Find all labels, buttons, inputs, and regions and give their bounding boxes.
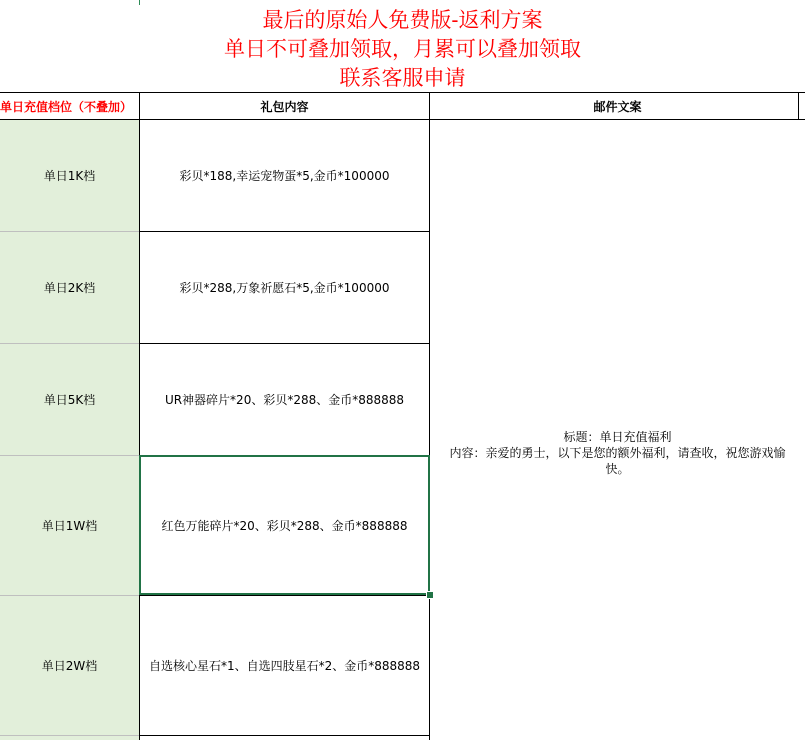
sheet-title-line-3: 联系客服申请 [339,66,466,90]
tier-cell[interactable]: 单日1W档 [0,456,139,595]
tier-cell[interactable]: 单日1K档 [0,120,139,231]
tier-cell-next[interactable] [0,736,139,740]
sheet-title-line-2: 单日不可叠加领取，月累可以叠加领取 [224,37,581,61]
tier-cell[interactable]: 单日2K档 [0,232,139,343]
gift-content-cell[interactable]: 红色万能碎片*20、彩贝*288、金币*888888 [161,519,408,533]
header-mail[interactable]: 邮件文案 [593,99,642,114]
mail-subject: 标题：单日充值福利 [563,429,672,444]
header-content[interactable]: 礼包内容 [260,99,309,114]
gift-content-cell[interactable]: UR神器碎片*20、彩贝*288、金币*888888 [164,393,405,407]
mail-body: 内容：亲爱的勇士，以下是您的额外福利，请查收，祝您游戏愉 [449,445,786,460]
grid-line [140,735,430,736]
gift-content-cell[interactable]: 彩贝*188,幸运宠物蛋*5,金币*100000 [179,169,390,183]
grid-line [798,92,799,120]
tier-cell[interactable]: 单日2W档 [0,596,139,735]
selected-cell-border [139,455,430,595]
grid-line [139,92,140,740]
sheet-title-line-1: 最后的原始人免费版-返利方案 [262,8,543,32]
mail-text-cell[interactable] [430,120,805,740]
header-tier[interactable]: 单日充值档位（不叠加） [0,99,133,114]
gift-content-cell[interactable]: 彩贝*288,万象祈愿石*5,金币*100000 [179,281,390,295]
column-divider-top [139,0,140,5]
grid-line [429,92,430,740]
tier-cell[interactable]: 单日5K档 [0,344,139,455]
gift-content-cell[interactable]: 自选核心星石*1、自选四肢星石*2、金币*888888 [148,659,421,673]
fill-handle[interactable] [426,591,434,599]
mail-body-end: 快。 [605,461,630,476]
